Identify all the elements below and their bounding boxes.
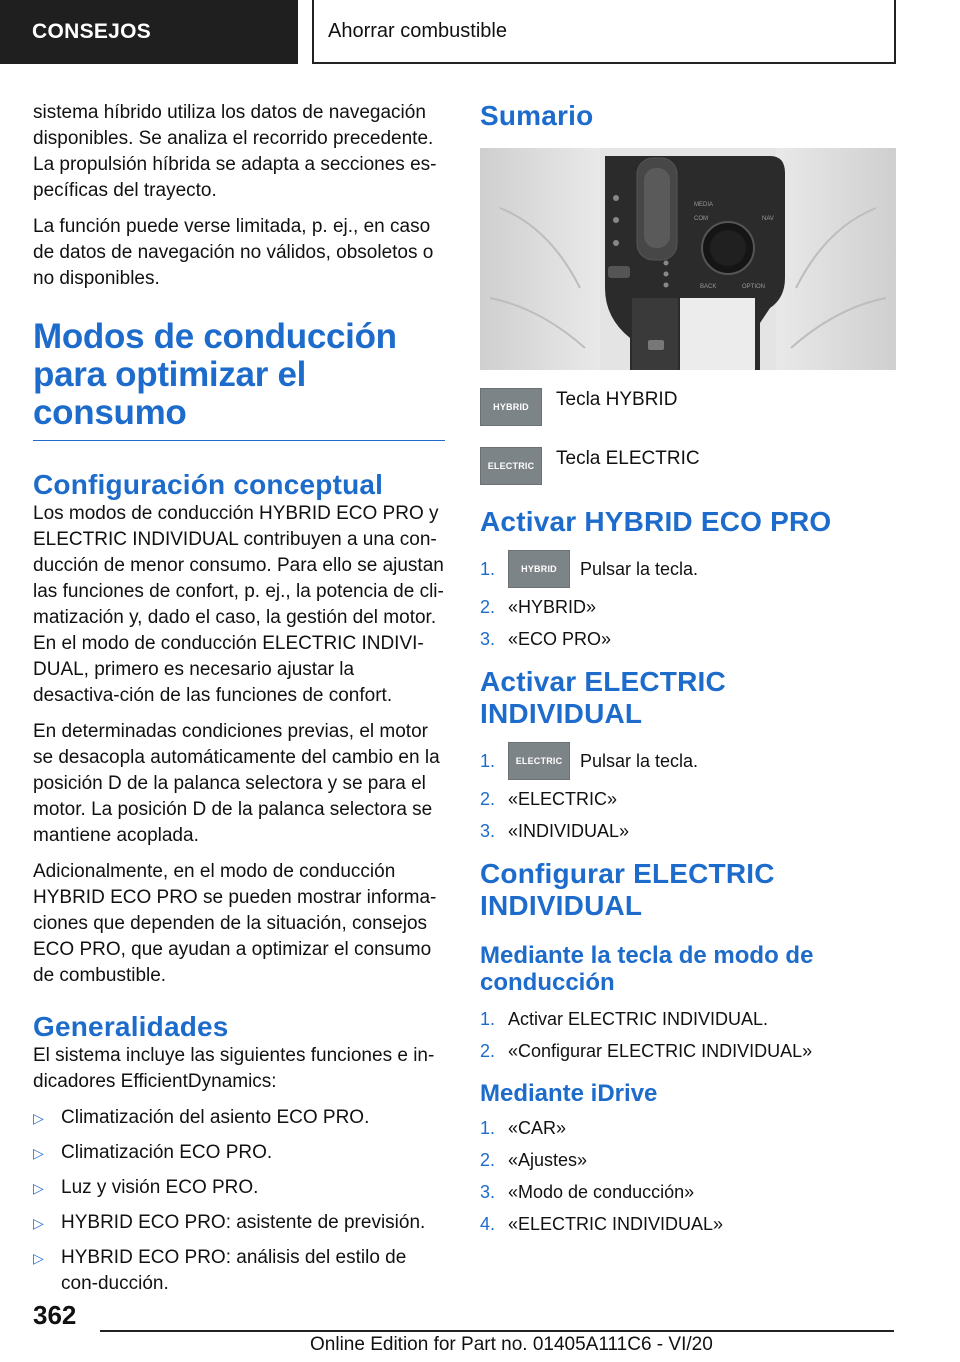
list-item: 1. Activar ELECTRIC INDIVIDUAL.	[480, 1009, 769, 1029]
list-item: ▷ Climatización ECO PRO.	[33, 1140, 445, 1166]
list-item: ▷ HYBRID ECO PRO: asistente de previsión.	[33, 1210, 445, 1236]
feature-list	[33, 1105, 445, 1297]
list-item: 1. ELECTRIC Pulsar la tecla.	[480, 742, 896, 780]
right-column	[480, 100, 896, 1243]
electric-heading: Activar ELECTRIC INDIVIDUAL	[480, 666, 726, 729]
electric-steps	[480, 742, 896, 844]
list-item: 3. «INDIVIDUAL»	[480, 821, 630, 841]
console-label-media: MEDIA	[694, 202, 714, 208]
intro-paragraph: sistema híbrido utiliza los datos de navegación disponibles. Se analiza el recorrido precedente. La propulsión híbrida se adapta a secciones es-pecíficas del trayecto.	[33, 102, 437, 201]
concept-paragraph: Adicionalmente, en el modo de conducción HYBRID ECO PRO se pueden mostrar informa-ciones que dependen de la situación, consejos ECO PRO, que ayudan a optimizar el consumo de combustible.	[33, 861, 437, 986]
console-label-back: BACK	[700, 284, 717, 290]
center-console-illustration	[480, 148, 896, 370]
console-label-option: OPTION	[742, 284, 766, 290]
configure-heading: Configurar ELECTRIC INDIVIDUAL	[480, 858, 775, 921]
list-item: 3. «ECO PRO»	[480, 629, 612, 649]
list-item: 2. «HYBRID»	[480, 597, 597, 617]
concept-heading: Configuración conceptual	[33, 469, 384, 500]
list-item: 2. «Ajustes»	[480, 1150, 588, 1170]
hybrid-key-icon: HYBRID	[508, 550, 570, 588]
edition-note: Online Edition for Part no. 01405A111C6 - VI/20	[310, 1334, 713, 1355]
console-label-com: COM	[694, 216, 708, 222]
hybrid-heading: Activar HYBRID ECO PRO	[480, 506, 832, 537]
section-tab: CONSEJOS	[0, 0, 298, 64]
left-column	[33, 100, 445, 1306]
triangle-bullet-icon: ▷	[33, 1180, 44, 1196]
list-item: 4. «ELECTRIC INDIVIDUAL»	[480, 1214, 724, 1234]
triangle-bullet-icon: ▷	[33, 1250, 44, 1266]
topic-tab: Ahorrar combustible	[312, 0, 896, 64]
mode-key-heading: Mediante la tecla de modo de conducción	[480, 942, 814, 996]
triangle-bullet-icon: ▷	[33, 1110, 44, 1126]
key-legend-electric: ELECTRIC Tecla ELECTRIC	[480, 447, 896, 485]
triangle-bullet-icon: ▷	[33, 1215, 44, 1231]
key-legend-hybrid: HYBRID Tecla HYBRID	[480, 388, 896, 426]
footer-divider	[100, 1330, 894, 1332]
general-intro: El sistema incluye las siguientes funciones e in-dicadores EfficientDynamics:	[33, 1045, 435, 1092]
list-item: 2. «ELECTRIC»	[480, 789, 618, 809]
console-label-nav: NAV	[762, 216, 774, 222]
list-item: 3. «Modo de conducción»	[480, 1182, 695, 1202]
mode-key-steps	[480, 1006, 896, 1064]
idrive-steps	[480, 1115, 896, 1237]
concept-paragraph: Los modos de conducción HYBRID ECO PRO y ELECTRIC INDIVIDUAL contribuyen a una con-ducción de menor consumo. Para ello se ajustan las funciones de confort, p. ej., la potencia de cli-matización y, dado el caso, la gestión del motor. En el modo de conducción ELECTRIC INDIVI-DUAL, primero es necesario ajustar la desactiva-ción de las funciones de confort.	[33, 503, 444, 706]
list-item: 1. HYBRID Pulsar la tecla.	[480, 550, 896, 588]
intro-paragraph: La función puede verse limitada, p. ej., en caso de datos de navegación no válidos, obsoletos o no disponibles.	[33, 216, 434, 289]
triangle-bullet-icon: ▷	[33, 1145, 44, 1161]
electric-key-icon: ELECTRIC	[508, 742, 570, 780]
hybrid-steps	[480, 550, 896, 652]
general-heading: Generalidades	[33, 1011, 229, 1042]
list-item: 1. «CAR»	[480, 1118, 567, 1138]
chapter-title: Modos de conducción para optimizar el consumo	[33, 318, 445, 441]
list-item: ▷ Luz y visión ECO PRO.	[33, 1175, 445, 1201]
hybrid-key-icon: HYBRID	[480, 388, 542, 426]
list-item: ▷ HYBRID ECO PRO: análisis del estilo de con-ducción.	[33, 1247, 407, 1294]
concept-paragraph: En determinadas condiciones previas, el motor se desacopla automáticamente del cambio en la posición D de la palanca selectora y se para el motor. La posición D de la palanca selectora se mantiene acoplada.	[33, 721, 440, 846]
list-item: ▷ Climatización del asiento ECO PRO.	[33, 1105, 445, 1131]
list-item: 2. «Configurar ELECTRIC INDIVIDUAL»	[480, 1041, 813, 1061]
page-number: 362	[33, 1300, 77, 1330]
idrive-heading: Mediante iDrive	[480, 1080, 658, 1107]
electric-key-icon: ELECTRIC	[480, 447, 542, 485]
summary-heading: Sumario	[480, 100, 594, 131]
